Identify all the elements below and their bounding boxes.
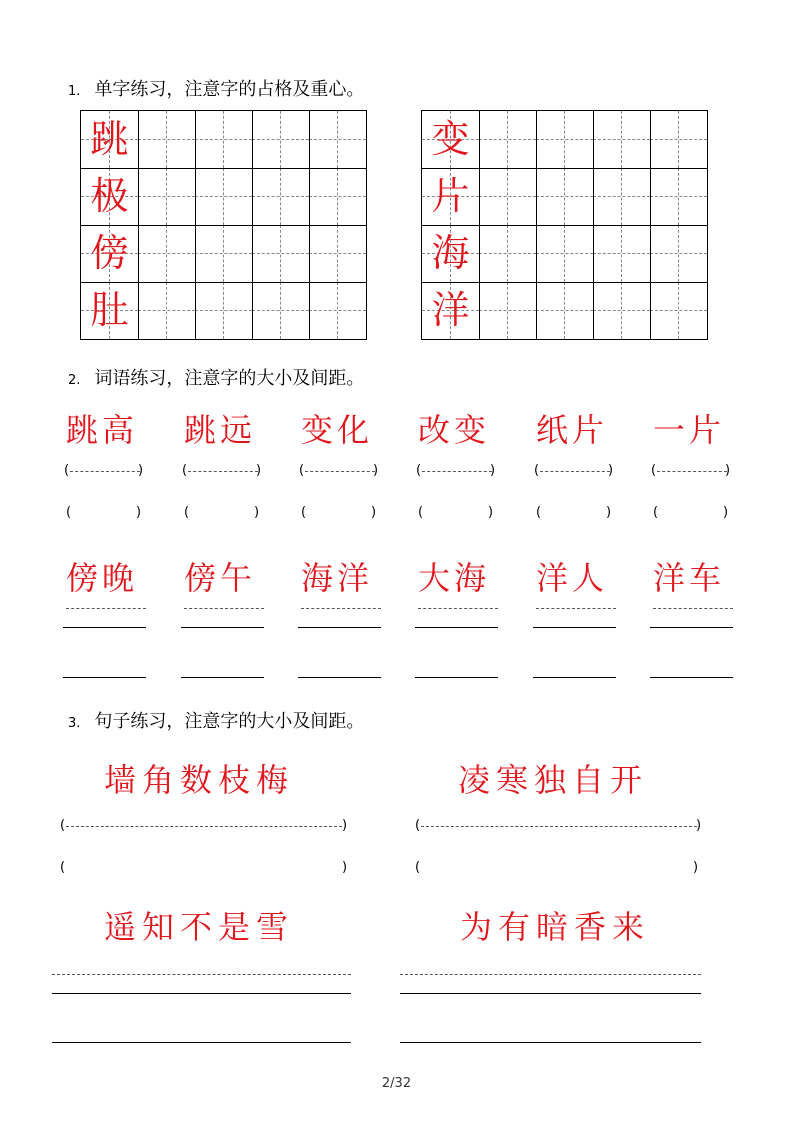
section-1-heading <box>68 75 364 101</box>
practice-cell[interactable] <box>650 282 707 339</box>
section-title: 句子练习，注意字的大小及间距。 <box>94 711 365 732</box>
section-number: 2. <box>68 373 81 388</box>
writing-line[interactable] <box>63 677 146 678</box>
pinyin-paren-close: ) <box>606 505 612 520</box>
pinyin-guide-line <box>657 471 727 472</box>
writing-line[interactable] <box>298 677 381 678</box>
practice-cell[interactable] <box>536 168 593 225</box>
practice-cell[interactable] <box>479 225 536 282</box>
practice-cell[interactable] <box>650 168 707 225</box>
practice-cell[interactable] <box>195 111 252 168</box>
practice-cell[interactable] <box>309 111 366 168</box>
guide-line-vertical <box>564 282 565 339</box>
sentence-line-4: 为有暗香来 <box>460 908 651 946</box>
guide-line-vertical <box>507 225 508 282</box>
guide-line-vertical <box>507 111 508 168</box>
guide-line-vertical <box>678 111 679 168</box>
practice-cell[interactable] <box>593 282 650 339</box>
guide-line-vertical <box>280 225 281 282</box>
writing-guide-line <box>184 608 264 609</box>
practice-cell[interactable] <box>195 282 252 339</box>
grid-col-divider <box>195 111 196 339</box>
pinyin-paren-open[interactable]: ( <box>415 860 421 875</box>
word-model: 海洋 <box>301 559 374 597</box>
guide-line-vertical <box>564 168 565 225</box>
practice-cell[interactable] <box>309 282 366 339</box>
model-character: 肚 <box>90 288 129 332</box>
practice-cell[interactable] <box>593 225 650 282</box>
pinyin-paren-open: ( <box>534 463 540 478</box>
writing-line[interactable] <box>298 627 381 628</box>
practice-cell[interactable] <box>593 168 650 225</box>
word-model: 洋人 <box>536 559 609 597</box>
guide-line-vertical <box>564 111 565 168</box>
grid-col-divider <box>309 111 310 339</box>
word-model: 大海 <box>418 559 491 597</box>
grid-col-divider <box>479 111 480 339</box>
word-model: 跳高 <box>66 411 139 449</box>
pinyin-paren-open: ( <box>60 818 66 833</box>
writing-line[interactable] <box>181 677 264 678</box>
model-character: 片 <box>431 174 470 218</box>
pinyin-paren-open[interactable]: ( <box>301 505 307 520</box>
guide-line-vertical <box>337 282 338 339</box>
section-number: 3. <box>68 716 81 731</box>
pinyin-paren-open: ( <box>64 463 70 478</box>
pinyin-guide-line <box>188 471 258 472</box>
pinyin-paren-open: ( <box>182 463 188 478</box>
practice-cell[interactable] <box>309 225 366 282</box>
practice-grid-left <box>80 110 367 340</box>
practice-cell[interactable] <box>309 168 366 225</box>
pinyin-paren-close: ) <box>342 818 348 833</box>
pinyin-paren-open: ( <box>416 463 422 478</box>
writing-line[interactable] <box>400 993 701 994</box>
practice-cell[interactable] <box>138 111 195 168</box>
pinyin-paren-close: ) <box>256 463 262 478</box>
pinyin-paren-close: ) <box>254 505 260 520</box>
guide-line-vertical <box>564 225 565 282</box>
pinyin-paren-open[interactable]: ( <box>66 505 72 520</box>
practice-cell[interactable] <box>536 225 593 282</box>
practice-cell[interactable] <box>479 282 536 339</box>
practice-cell[interactable] <box>593 111 650 168</box>
pinyin-paren-open: ( <box>299 463 305 478</box>
grid-col-divider <box>650 111 651 339</box>
grid-col-divider <box>593 111 594 339</box>
pinyin-guide-line <box>540 471 610 472</box>
word-model: 洋车 <box>653 559 726 597</box>
model-character: 跳 <box>90 117 129 161</box>
practice-cell[interactable] <box>536 282 593 339</box>
writing-line[interactable] <box>52 993 351 994</box>
guide-line-vertical <box>223 225 224 282</box>
writing-guide-line <box>536 608 616 609</box>
guide-line-vertical <box>621 225 622 282</box>
writing-guide-line <box>52 974 351 975</box>
guide-line-vertical <box>678 225 679 282</box>
word-model: 傍晚 <box>66 559 139 597</box>
writing-line[interactable] <box>650 627 733 628</box>
pinyin-guide-line <box>305 471 375 472</box>
pinyin-paren-close: ) <box>138 463 144 478</box>
practice-grid-right <box>421 110 708 340</box>
pinyin-guide-line <box>422 471 492 472</box>
pinyin-paren-close: ) <box>693 860 699 875</box>
practice-cell[interactable] <box>138 225 195 282</box>
pinyin-paren-close: ) <box>490 463 496 478</box>
guide-line-vertical <box>166 168 167 225</box>
guide-line-vertical <box>223 168 224 225</box>
practice-cell[interactable] <box>138 282 195 339</box>
pinyin-paren-open: ( <box>651 463 657 478</box>
word-model: 跳远 <box>184 411 257 449</box>
model-character: 傍 <box>90 231 129 275</box>
writing-guide-line <box>653 608 733 609</box>
practice-cell[interactable] <box>650 111 707 168</box>
practice-cell[interactable] <box>138 168 195 225</box>
guide-line-vertical <box>223 111 224 168</box>
practice-cell[interactable] <box>650 225 707 282</box>
writing-line[interactable] <box>400 1042 701 1043</box>
practice-cell[interactable] <box>195 225 252 282</box>
pinyin-paren-close: ) <box>371 505 377 520</box>
writing-line[interactable] <box>181 627 264 628</box>
section-number: 1. <box>68 84 81 99</box>
word-model: 傍午 <box>184 559 257 597</box>
section-title: 单字练习，注意字的占格及重心。 <box>94 79 365 100</box>
pinyin-paren-close: ) <box>725 463 731 478</box>
writing-line[interactable] <box>63 627 146 628</box>
grid-col-divider <box>536 111 537 339</box>
guide-line-vertical <box>678 282 679 339</box>
pinyin-guide-line <box>421 826 697 827</box>
practice-cell[interactable] <box>479 168 536 225</box>
pinyin-guide-line <box>66 826 342 827</box>
sentence-line-3: 遥知不是雪 <box>104 908 295 946</box>
guide-line-vertical <box>621 111 622 168</box>
guide-line-vertical <box>621 282 622 339</box>
guide-line-vertical <box>337 168 338 225</box>
writing-line[interactable] <box>52 1042 351 1043</box>
practice-cell[interactable] <box>479 111 536 168</box>
writing-line[interactable] <box>533 627 616 628</box>
word-model: 纸片 <box>536 411 609 449</box>
guide-line-vertical <box>507 168 508 225</box>
guide-line-vertical <box>337 111 338 168</box>
writing-line[interactable] <box>415 627 498 628</box>
pinyin-paren-open: ( <box>415 818 421 833</box>
section-title: 词语练习，注意字的大小及间距。 <box>94 368 365 389</box>
pinyin-paren-open[interactable]: ( <box>60 860 66 875</box>
writing-guide-line <box>400 974 701 975</box>
model-character: 洋 <box>431 288 470 332</box>
practice-cell[interactable] <box>252 225 309 282</box>
guide-line-vertical <box>166 282 167 339</box>
pinyin-paren-close: ) <box>342 860 348 875</box>
pinyin-paren-close: ) <box>723 505 729 520</box>
word-model: 一片 <box>653 411 726 449</box>
guide-line-vertical <box>678 168 679 225</box>
pinyin-paren-close: ) <box>136 505 142 520</box>
pinyin-paren-open[interactable]: ( <box>653 505 659 520</box>
guide-line-vertical <box>223 282 224 339</box>
guide-line-vertical <box>337 225 338 282</box>
guide-line-vertical <box>166 225 167 282</box>
sentence-line-1: 墙角数枝梅 <box>104 761 295 799</box>
guide-line-vertical <box>280 111 281 168</box>
grid-col-divider <box>252 111 253 339</box>
model-character: 海 <box>431 231 470 275</box>
practice-cell[interactable] <box>252 168 309 225</box>
guide-line-vertical <box>280 168 281 225</box>
writing-guide-line <box>418 608 498 609</box>
writing-line[interactable] <box>415 677 498 678</box>
pinyin-paren-open[interactable]: ( <box>418 505 424 520</box>
word-model: 改变 <box>418 411 491 449</box>
guide-line-vertical <box>280 282 281 339</box>
pinyin-paren-close: ) <box>696 818 702 833</box>
guide-line-vertical <box>166 111 167 168</box>
pinyin-paren-close: ) <box>608 463 614 478</box>
page-number: 2/32 <box>381 1076 412 1091</box>
practice-cell[interactable] <box>195 168 252 225</box>
section-3-heading <box>68 707 364 733</box>
writing-line[interactable] <box>533 677 616 678</box>
practice-cell[interactable] <box>536 111 593 168</box>
pinyin-guide-line <box>70 471 140 472</box>
model-character: 变 <box>431 117 470 161</box>
writing-line[interactable] <box>650 677 733 678</box>
writing-guide-line <box>66 608 146 609</box>
guide-line-vertical <box>507 282 508 339</box>
pinyin-paren-close: ) <box>373 463 379 478</box>
pinyin-paren-open[interactable]: ( <box>536 505 542 520</box>
sentence-line-2: 凌寒独自开 <box>458 761 649 799</box>
guide-line-vertical <box>621 168 622 225</box>
practice-cell[interactable] <box>252 111 309 168</box>
pinyin-paren-close: ) <box>488 505 494 520</box>
word-model: 变化 <box>301 411 374 449</box>
model-character: 极 <box>90 174 129 218</box>
grid-col-divider <box>138 111 139 339</box>
writing-guide-line <box>301 608 381 609</box>
section-2-heading <box>68 364 364 390</box>
practice-cell[interactable] <box>252 282 309 339</box>
pinyin-paren-open[interactable]: ( <box>184 505 190 520</box>
